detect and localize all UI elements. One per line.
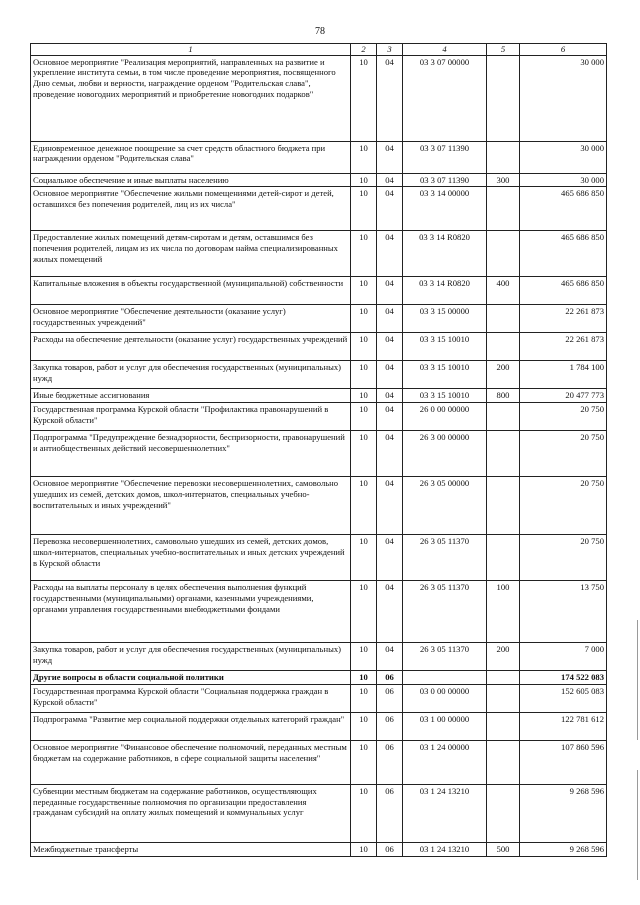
row-section: 10	[351, 305, 377, 333]
row-amount: 152 605 083	[520, 684, 607, 712]
row-expense-type	[487, 740, 520, 784]
row-subsection: 04	[377, 187, 403, 231]
row-target-code: 26 3 05 11370	[403, 535, 487, 581]
row-amount: 30 000	[520, 141, 607, 173]
row-target-code: 03 3 07 11390	[403, 173, 487, 187]
row-name: Основное мероприятие "Обеспечение деятельности (оказание услуг) государственных учреждений"	[31, 305, 351, 333]
row-name: Подпрограмма "Предупреждение безнадзорности, беспризорности, правонарушений и антиобщественных действий несовершеннолетних"	[31, 431, 351, 477]
row-section: 10	[351, 361, 377, 389]
table-row	[31, 671, 607, 685]
row-section: 10	[351, 389, 377, 403]
row-section: 10	[351, 477, 377, 535]
row-name: Межбюджетные трансферты	[31, 842, 351, 856]
row-section: 10	[351, 581, 377, 643]
row-expense-type: 200	[487, 361, 520, 389]
row-amount: 174 522 083	[520, 671, 607, 685]
row-subsection: 06	[377, 842, 403, 856]
row-section: 10	[351, 431, 377, 477]
table-row	[31, 740, 607, 784]
row-section: 10	[351, 231, 377, 277]
row-section: 10	[351, 277, 377, 305]
table-row	[31, 477, 607, 535]
column-number-section: 2	[351, 44, 377, 56]
row-name: Основное мероприятие "Финансовое обеспечение полномочий, переданных местным бюджетам на содержание работников, в сфере социальной защиты населения"	[31, 740, 351, 784]
row-amount: 9 268 596	[520, 842, 607, 856]
row-expense-type	[487, 187, 520, 231]
row-subsection: 04	[377, 231, 403, 277]
row-section: 10	[351, 403, 377, 431]
row-target-code: 03 3 15 10010	[403, 361, 487, 389]
row-target-code: 03 3 07 11390	[403, 141, 487, 173]
row-amount: 20 750	[520, 431, 607, 477]
table-row	[31, 784, 607, 842]
table-row	[31, 581, 607, 643]
row-amount: 465 686 850	[520, 231, 607, 277]
row-expense-type: 800	[487, 389, 520, 403]
column-number-expense-type: 5	[487, 44, 520, 56]
row-target-code: 03 3 14 R0820	[403, 231, 487, 277]
row-subsection: 06	[377, 740, 403, 784]
row-expense-type	[487, 477, 520, 535]
row-expense-type	[487, 305, 520, 333]
column-number-row	[31, 44, 607, 56]
row-name: Государственная программа Курской области "Социальная поддержка граждан в Курской области"	[31, 684, 351, 712]
row-expense-type	[487, 55, 520, 141]
row-section: 10	[351, 187, 377, 231]
row-amount: 107 860 596	[520, 740, 607, 784]
column-number-subsection: 3	[377, 44, 403, 56]
row-amount: 22 261 873	[520, 305, 607, 333]
table-row	[31, 361, 607, 389]
row-name: Закупка товаров, работ и услуг для обеспечения государственных (муниципальных) нужд	[31, 643, 351, 671]
row-subsection: 04	[377, 55, 403, 141]
row-expense-type	[487, 671, 520, 685]
table-row	[31, 712, 607, 740]
table-row	[31, 535, 607, 581]
row-section: 10	[351, 55, 377, 141]
row-section: 10	[351, 333, 377, 361]
scan-edge-mark	[637, 770, 638, 880]
row-section: 10	[351, 784, 377, 842]
table-row	[31, 403, 607, 431]
row-target-code: 03 3 14 00000	[403, 187, 487, 231]
row-amount: 22 261 873	[520, 333, 607, 361]
row-target-code: 26 3 05 11370	[403, 643, 487, 671]
column-number-target-code: 4	[403, 44, 487, 56]
row-expense-type: 400	[487, 277, 520, 305]
table-row	[31, 277, 607, 305]
scan-edge-mark	[637, 620, 638, 740]
column-number-amount: 6	[520, 44, 607, 56]
row-target-code: 26 0 00 00000	[403, 403, 487, 431]
row-expense-type	[487, 712, 520, 740]
table-row	[31, 187, 607, 231]
row-subsection: 04	[377, 277, 403, 305]
row-section: 10	[351, 684, 377, 712]
row-subsection: 04	[377, 535, 403, 581]
row-expense-type	[487, 141, 520, 173]
row-name: Закупка товаров, работ и услуг для обеспечения государственных (муниципальных) нужд	[31, 361, 351, 389]
row-amount: 465 686 850	[520, 187, 607, 231]
row-amount: 122 781 612	[520, 712, 607, 740]
row-expense-type	[487, 431, 520, 477]
row-amount: 1 784 100	[520, 361, 607, 389]
row-section: 10	[351, 141, 377, 173]
row-name: Социальное обеспечение и иные выплаты населению	[31, 173, 351, 187]
row-amount: 13 750	[520, 581, 607, 643]
row-name: Основное мероприятие "Обеспечение перевозки несовершеннолетних, самовольно ушедших из семей, детских домов, школ-интернатов, специальных учебно-воспитательных и иных учреждений"	[31, 477, 351, 535]
row-name: Основное мероприятие "Обеспечение жильми помещениями детей-сирот и детей, оставшихся без попечения родителей, лиц из их числа"	[31, 187, 351, 231]
row-expense-type	[487, 784, 520, 842]
row-section: 10	[351, 535, 377, 581]
row-name: Единовременное денежное поощрение за счет средств областного бюджета при награждении орденом "Родительская слава"	[31, 141, 351, 173]
column-number-name: 1	[31, 44, 351, 56]
row-target-code: 03 3 15 10010	[403, 333, 487, 361]
row-expense-type	[487, 231, 520, 277]
row-subsection: 06	[377, 784, 403, 842]
table-row	[31, 173, 607, 187]
budget-rows	[31, 55, 607, 856]
row-target-code: 26 3 05 00000	[403, 477, 487, 535]
row-target-code: 26 3 00 00000	[403, 431, 487, 477]
row-target-code: 03 0 00 00000	[403, 684, 487, 712]
row-subsection: 04	[377, 403, 403, 431]
table-row	[31, 684, 607, 712]
row-subsection: 04	[377, 141, 403, 173]
row-subsection: 06	[377, 712, 403, 740]
row-subsection: 04	[377, 581, 403, 643]
row-target-code	[403, 671, 487, 685]
row-amount: 9 268 596	[520, 784, 607, 842]
row-name: Субвенции местным бюджетам на содержание работников, осуществляющих переданные государственные полномочия по организации предоставления гражданам субсидий на оплату жилых помещений и коммунальных услуг	[31, 784, 351, 842]
row-section: 10	[351, 173, 377, 187]
row-subsection: 04	[377, 361, 403, 389]
row-subsection: 06	[377, 684, 403, 712]
row-expense-type	[487, 535, 520, 581]
row-section: 10	[351, 671, 377, 685]
row-amount: 20 750	[520, 477, 607, 535]
row-expense-type	[487, 333, 520, 361]
row-expense-type: 100	[487, 581, 520, 643]
table-row	[31, 431, 607, 477]
row-amount: 20 750	[520, 535, 607, 581]
row-target-code: 03 1 24 13210	[403, 842, 487, 856]
row-target-code: 26 3 05 11370	[403, 581, 487, 643]
row-amount: 7 000	[520, 643, 607, 671]
row-subsection: 04	[377, 431, 403, 477]
table-row	[31, 389, 607, 403]
row-subsection: 04	[377, 389, 403, 403]
table-row	[31, 643, 607, 671]
row-amount: 30 000	[520, 173, 607, 187]
row-expense-type: 200	[487, 643, 520, 671]
table-row	[31, 231, 607, 277]
row-section: 10	[351, 643, 377, 671]
row-subsection: 04	[377, 333, 403, 361]
row-subsection: 04	[377, 477, 403, 535]
row-name: Капитальные вложения в объекты государственной (муниципальной) собственности	[31, 277, 351, 305]
row-section: 10	[351, 712, 377, 740]
table-row	[31, 333, 607, 361]
row-target-code: 03 1 24 13210	[403, 784, 487, 842]
row-subsection: 06	[377, 671, 403, 685]
row-target-code: 03 1 00 00000	[403, 712, 487, 740]
table-row	[31, 141, 607, 173]
row-name: Государственная программа Курской области "Профилактика правонарушений в Курской области"	[31, 403, 351, 431]
row-amount: 465 686 850	[520, 277, 607, 305]
row-expense-type	[487, 684, 520, 712]
row-amount: 30 000	[520, 55, 607, 141]
row-subsection: 04	[377, 643, 403, 671]
row-name: Основное мероприятие "Реализация мероприятий, направленных на развитие и укрепление института семьи, в том числе проведение мероприятия, посвященного Дню семьи, любви и верности, награждение орденом "Родительская слава", проведение новогодних мероприятий и приобретение новогодних подарков"	[31, 55, 351, 141]
row-target-code: 03 3 07 00000	[403, 55, 487, 141]
row-name: Предоставление жилых помещений детям-сиротам и детям, оставшимся без попечения родителей, лицам из их числа по договорам найма специализированных жилых помещений	[31, 231, 351, 277]
row-subsection: 04	[377, 173, 403, 187]
row-target-code: 03 3 15 00000	[403, 305, 487, 333]
row-subsection: 04	[377, 305, 403, 333]
budget-table	[30, 43, 607, 857]
table-row	[31, 842, 607, 856]
row-target-code: 03 3 14 R0820	[403, 277, 487, 305]
row-name: Расходы на выплаты персоналу в целях обеспечения выполнения функций государственными (муниципальными) органами, казенными учреждениями, органами управления государственными внебюджетными фондами	[31, 581, 351, 643]
row-name: Перевозка несовершеннолетних, самовольно ушедших из семей, детских домов, школ-интернатов, специальных учебно-воспитательных и иных детских учреждений в Курской области	[31, 535, 351, 581]
row-name: Подпрограмма "Развитие мер социальной поддержки отдельных категорий граждан"	[31, 712, 351, 740]
row-section: 10	[351, 842, 377, 856]
row-expense-type: 500	[487, 842, 520, 856]
row-expense-type: 300	[487, 173, 520, 187]
row-amount: 20 750	[520, 403, 607, 431]
row-name: Другие вопросы в области социальной политики	[31, 671, 351, 685]
page-number: 78	[315, 26, 325, 37]
row-section: 10	[351, 740, 377, 784]
table-row	[31, 55, 607, 141]
row-target-code: 03 1 24 00000	[403, 740, 487, 784]
row-target-code: 03 3 15 10010	[403, 389, 487, 403]
row-name: Расходы на обеспечение деятельности (оказание услуг) государственных учреждений	[31, 333, 351, 361]
table-row	[31, 305, 607, 333]
row-name: Иные бюджетные ассигнования	[31, 389, 351, 403]
row-expense-type	[487, 403, 520, 431]
row-amount: 20 477 773	[520, 389, 607, 403]
